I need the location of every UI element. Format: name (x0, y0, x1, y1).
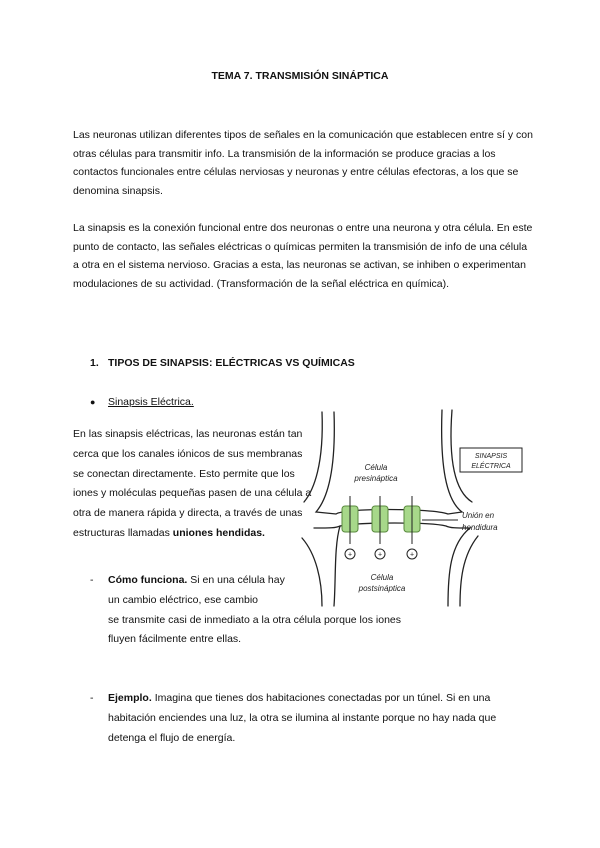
pre-label-line2: presináptica (354, 474, 398, 483)
intro-paragraph: Las neuronas utilizan diferentes tipos de señales en la comunicación que establecen entre sí y con otras células para transmitir info. La transmisión de la información se produce gracias a los contactos funcionales entre células nerviosas y neuronas y entre células efectoras, a los que se denomina sinapsis. (73, 129, 533, 197)
electrical-paragraph (73, 425, 313, 544)
gap-junction-channels (342, 506, 420, 532)
item1-bold: Cómo funciona. (108, 574, 188, 586)
post-label-line2: postsináptica (358, 584, 406, 593)
postsynaptic-membrane-left (334, 526, 340, 606)
bullet-electrical-synapse (90, 396, 194, 408)
electrical-text: En las sinapsis eléctricas, las neuronas están tan cerca que los canales iónicos de sus membranas se conectan directamente. Esto permite que los iones y moléculas pequeñas pasen de una célula a otra de manera rápida y directa, a través de unas estructuras llamadas (73, 428, 312, 539)
post-label-line1: Célula (370, 573, 394, 582)
ion-plus-3: + (409, 551, 415, 559)
presynaptic-membrane-right (451, 410, 472, 502)
postsynaptic-membrane-right (460, 536, 478, 606)
ion-plus-2: + (377, 551, 383, 559)
electrical-bold: uniones hendidas. (172, 526, 265, 539)
section-title: TIPOS DE SINAPSIS: ELÉCTRICAS VS QUÍMICAS (108, 357, 355, 369)
section-number: 1. (90, 357, 99, 369)
box-label-line1: SINAPSIS (474, 453, 508, 460)
section-heading (90, 357, 355, 369)
list-item-example (90, 689, 530, 748)
item2-text: Imagina que tienes dos habitaciones conectadas por un túnel. Si en una habitación enciendes una luz, la otra se ilumina al instante porque no hay nada que detenga el flujo de energía. (108, 692, 497, 744)
presynaptic-membrane-outer (304, 412, 322, 502)
dash-marker: - (90, 574, 94, 586)
item1-text-b: se transmite casi de inmediato a la otra célula porque los iones fluyen fácilmente entre ellas. (108, 613, 401, 646)
presynaptic-membrane-inner (316, 410, 462, 514)
definition-paragraph: La sinapsis es la conexión funcional entre dos neuronas o entre una neurona y otra célula. En este punto de contacto, las señales eléctricas o químicas permiten la transmisión de info de una célula a otra en el sistema nervioso. Gracias a esta, las neuronas se activan, se inhiben o experimentan modulaciones de su actividad. (Transformación de la señal eléctrica en química). (73, 222, 533, 290)
item1-text-a: Si en una célula hay un cambio eléctrico, ese cambio (108, 574, 285, 606)
postsynaptic-membrane-outer (302, 538, 322, 606)
box-label-line2: ELÉCTRICA (471, 463, 511, 470)
bullet-label: Sinapsis Eléctrica. (108, 396, 194, 408)
ion-plus-1: + (347, 551, 353, 559)
item2-bold: Ejemplo. (108, 692, 152, 704)
junction-label-line1: Unión en (462, 511, 495, 520)
page-title: TEMA 7. TRANSMISIÓN SINÁPTICA (211, 70, 389, 82)
junction-label-line2: hendidura (462, 523, 498, 532)
bullet-dot-icon: ● (90, 397, 96, 407)
pre-label-line1: Célula (364, 463, 388, 472)
electrical-synapse-diagram (300, 404, 530, 610)
dash-marker: - (90, 692, 94, 704)
